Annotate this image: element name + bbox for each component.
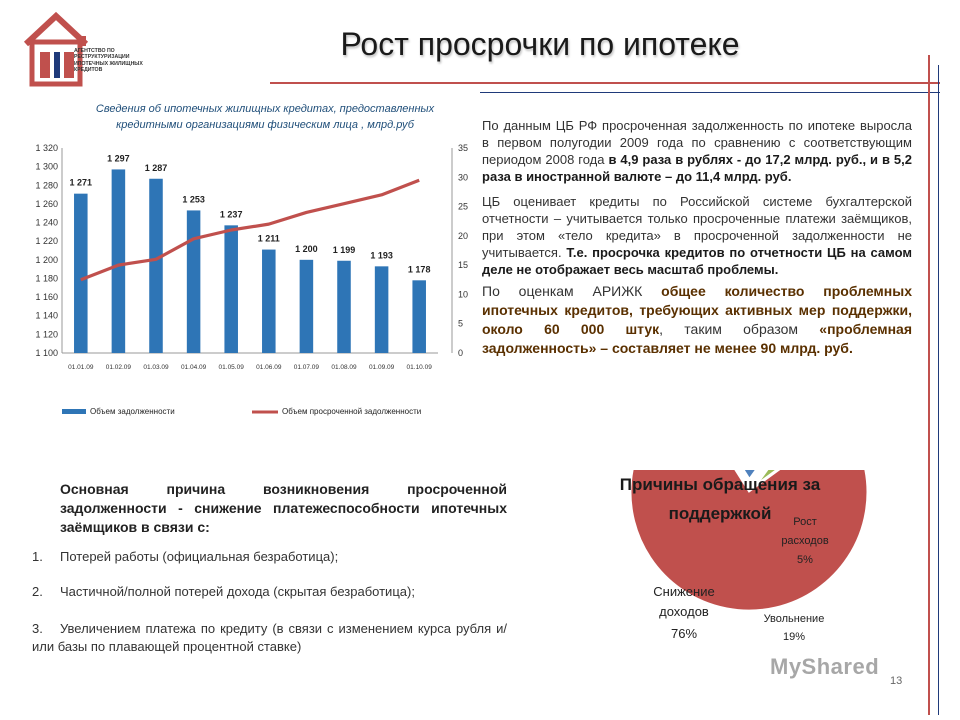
cause-item	[32, 548, 507, 566]
y-tick-label: 1 220	[35, 236, 58, 247]
info-p2-text: ЦБ оценивает кредиты по Российской системе бухгалтерской отчетности – учитывается только просроченные платежи заёмщиков, при этом «тело кредита» в просроченной задолженности не учитывается.	[482, 194, 912, 260]
mortgage-chart	[20, 140, 470, 430]
y2-tick-label: 0	[458, 348, 464, 358]
bar	[412, 280, 426, 353]
legend-label: Объем просроченной задолженности	[282, 407, 422, 416]
pie-value: 19%	[782, 631, 806, 643]
header-divider-red	[270, 82, 940, 84]
x-tick-label: 01.03.09	[143, 364, 169, 371]
bar-data-label: 1 193	[370, 250, 393, 261]
chart-title: Сведения об ипотечных жилищных кредитах, предоставленных кредитными организациями физическим лица , млрд.руб	[95, 103, 435, 131]
info-p3-highlight-2: «проблемная задолженность» – составляет не менее 90 млрд. руб.	[482, 321, 913, 356]
overdue-line	[81, 180, 419, 280]
y-tick-label: 1 160	[35, 292, 58, 303]
y2-tick-label: 25	[458, 201, 469, 212]
info-paragraph-1	[482, 117, 912, 185]
y2-tick-label: 5	[458, 318, 464, 329]
pie-label: расходов	[781, 535, 829, 547]
legend-swatch-bars	[62, 409, 86, 414]
cause-number: 2.	[32, 584, 43, 599]
watermark: MyShared	[770, 654, 880, 679]
info-text	[482, 117, 912, 366]
y2-tick-label: 10	[458, 289, 469, 300]
bar-data-label: 1 253	[182, 194, 205, 205]
info-p1-highlight: в 4,9 раза в рублях - до 17,2 млрд. руб., и в 5,2 раза в иностранной валюте – до 11,4 млрд. руб.	[482, 152, 913, 184]
y-tick-label: 1 140	[35, 310, 58, 321]
x-tick-label: 01.01.09	[68, 364, 94, 371]
cause-item	[32, 620, 507, 656]
cause-number: 1.	[32, 549, 43, 564]
cause-text: Увеличением платежа по кредиту (в связи с изменением курса рубля и/или базы по плавающей процентной ставке)	[32, 621, 507, 654]
info-paragraph-2	[482, 193, 912, 278]
bar	[112, 169, 126, 353]
bar-data-label: 1 297	[107, 153, 130, 164]
y-tick-label: 1 260	[35, 198, 58, 209]
bar-data-label: 1 271	[69, 177, 93, 188]
info-paragraph-3	[482, 282, 912, 358]
bar	[224, 225, 238, 353]
bar	[149, 179, 163, 353]
info-p3-text: По оценкам АРИЖК	[482, 283, 662, 299]
pie-label: Увольнение	[763, 613, 825, 625]
x-tick-label: 01.09.09	[368, 364, 395, 371]
y2-tick-label: 15	[458, 260, 469, 271]
pie-value: 5%	[797, 554, 813, 566]
pie-title: Причины обращения за поддержкой	[619, 475, 821, 523]
bar	[375, 266, 389, 353]
causes-heading: Основная причина возникновения просроченной задолженности - снижение платежеспособности ипотечных заёмщиков в связи с:	[60, 481, 507, 535]
bar-data-label: 1 200	[295, 243, 318, 254]
bar-data-label: 1 237	[219, 209, 243, 220]
x-tick-label: 01.06.09	[256, 364, 282, 371]
bar	[74, 194, 88, 353]
bar	[337, 261, 351, 353]
y-tick-label: 1 300	[35, 161, 58, 172]
x-tick-label: 01.10.09	[406, 364, 432, 371]
y2-tick-label: 20	[458, 230, 469, 241]
bar-data-label: 1 211	[257, 233, 280, 244]
bar	[300, 260, 314, 353]
x-tick-label: 01.02.09	[105, 364, 132, 371]
y-tick-label: 1 200	[35, 254, 58, 265]
x-tick-label: 01.04.09	[180, 364, 207, 371]
bar	[187, 210, 201, 353]
y-tick-label: 1 320	[35, 143, 58, 153]
cause-number: 3.	[32, 621, 43, 636]
info-p3-text-2: , таким образом	[659, 321, 820, 337]
legend-label: Объем задолженности	[90, 407, 175, 416]
y-tick-label: 1 120	[35, 329, 58, 340]
pie-label: доходов	[659, 604, 709, 619]
info-p1-text: По данным ЦБ РФ просроченная задолженность по ипотеке выросла в первом полугодии 2009 года по сравнению с соответствующим периодом 2008 года	[482, 118, 912, 167]
y-tick-label: 1 240	[35, 217, 58, 228]
header-divider-blue	[480, 92, 940, 93]
cause-text: Частичной/полной потерей дохода (скрытая безработица);	[60, 584, 415, 599]
bar-data-label: 1 178	[407, 264, 431, 275]
pie-value: 76%	[670, 626, 698, 641]
page-number: 13	[890, 675, 903, 687]
y-tick-label: 1 180	[35, 273, 58, 284]
page-title: Рост просрочки по ипотеке	[340, 26, 740, 62]
y-tick-label: 1 100	[35, 348, 58, 358]
y2-tick-label: 35	[458, 143, 469, 153]
bar-data-label: 1 287	[144, 162, 168, 173]
info-p3-highlight-1: общее количество проблемных ипотечных кредитов, требующих активных мер поддержки, около 60 000 штук	[482, 283, 912, 337]
x-tick-label: 01.05.09	[218, 364, 244, 371]
x-tick-label: 01.08.09	[331, 364, 357, 371]
pie-label: Снижение	[653, 584, 715, 599]
x-tick-label: 01.07.09	[293, 364, 320, 371]
cause-item	[32, 583, 507, 601]
pie-label: Рост	[793, 516, 817, 528]
cause-text: Потерей работы (официальная безработица);	[60, 549, 339, 564]
y2-tick-label: 30	[458, 172, 469, 183]
info-p2-highlight: Т.е. просрочка кредитов по отчетности ЦБ на самом деле не отображает весь масштаб проблемы.	[482, 245, 912, 277]
logo-text: АГЕНТСТВО ПО РЕСТРУКТУРИЗАЦИИ ИПОТЕЧНЫХ ЖИЛИЩНЫХ КРЕДИТОВ	[74, 48, 143, 73]
y-tick-label: 1 280	[35, 180, 58, 191]
bar-data-label: 1 199	[332, 244, 356, 255]
bar	[262, 250, 276, 353]
